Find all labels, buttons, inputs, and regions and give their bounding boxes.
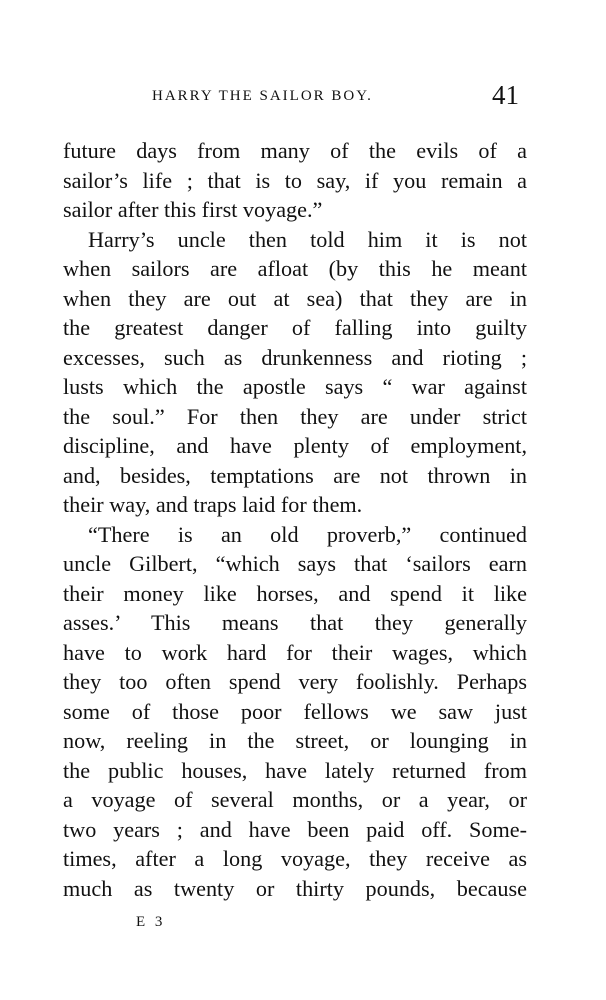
text-line: they too often spend very foolishly. Perhaps — [63, 669, 527, 694]
page-number: 41 — [492, 80, 519, 110]
text-line: their way, and traps laid for them. — [63, 492, 363, 517]
text-line: uncle Gilbert, “which says that ‘sailors earn — [63, 551, 527, 576]
text-line: some of those poor fellows we saw just — [63, 698, 527, 724]
text-line: the soul.” For then they are under strict — [63, 403, 527, 429]
text-line: sailor’s life ; that is to say, if you remain a — [63, 167, 527, 193]
text-line: two years ; and have been paid off. Some- — [63, 816, 527, 842]
text-line: their money like horses, and spend it like — [63, 580, 527, 606]
text-line: future days from many of the evils of a — [63, 138, 527, 163]
page-header — [0, 80, 606, 114]
text-line: lusts which the apostle says “ war against — [63, 374, 527, 399]
text-line: excesses, such as drunkenness and rioting ; — [63, 344, 527, 370]
text-line: discipline, and have plenty of employment, — [63, 433, 527, 458]
text-line: have to work hard for their wages, which — [63, 639, 527, 665]
body-text — [63, 136, 527, 903]
text-line: and, besides, temptations are not thrown in — [63, 462, 527, 488]
text-line: much as twenty or thirty pounds, because — [63, 875, 527, 901]
text-line: the greatest danger of falling into guilty — [63, 315, 527, 340]
running-title: HARRY THE SAILOR BOY. — [152, 88, 373, 104]
text-line: “There is an old proverb,” continued — [88, 521, 527, 547]
text-line: times, after a long voyage, they receive as — [63, 846, 527, 871]
text-line: the public houses, have lately returned from — [63, 757, 527, 783]
text-line: when sailors are afloat (by this he meant — [63, 256, 527, 281]
text-line: a voyage of several months, or a year, or — [63, 787, 527, 812]
signature-mark: E 3 — [136, 914, 166, 930]
text-line: asses.’ This means that they generally — [63, 610, 527, 635]
text-line: now, reeling in the street, or lounging in — [63, 728, 527, 753]
text-line: when they are out at sea) that they are in — [63, 285, 527, 311]
text-line: sailor after this first voyage.” — [63, 197, 323, 222]
text-line: Harry’s uncle then told him it is not — [88, 226, 527, 252]
